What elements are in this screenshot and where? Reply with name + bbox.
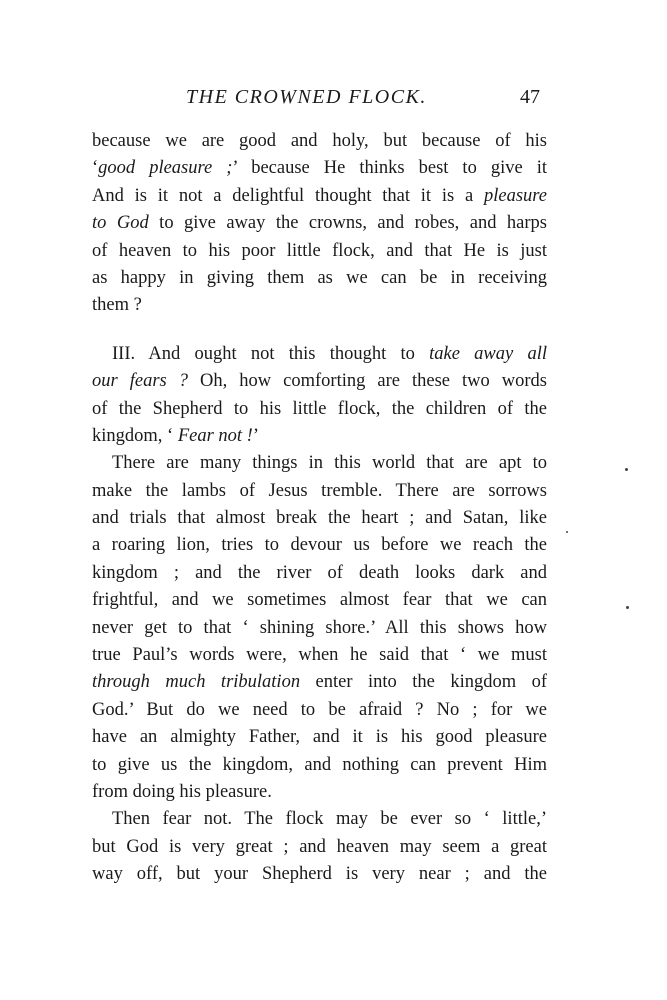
text-run: true Paul’s words were, when he said that ‘ we must <box>92 645 547 666</box>
text-line <box>92 724 547 751</box>
text-line <box>92 341 547 368</box>
text-line <box>92 183 547 210</box>
text-run: to give us the kingdom, and nothing can prevent Him <box>92 754 547 775</box>
text-line <box>92 210 547 237</box>
text-line <box>92 265 547 292</box>
paragraph <box>92 450 547 806</box>
italic-text-run: through much tribulation <box>92 672 301 693</box>
text-line <box>92 505 547 532</box>
text-run: ‘ <box>92 158 99 179</box>
text-run: of heaven to his poor little flock, and that He is just <box>92 240 547 261</box>
text-run: to give away the crowns, and robes, and harps <box>148 213 548 234</box>
text-line <box>92 238 547 265</box>
paragraph <box>92 806 547 888</box>
text-run: God.’ But do we need to be afraid ? No ; for we <box>92 699 547 720</box>
text-run: kingdom ; and the river of death looks dark and <box>92 562 547 583</box>
italic-text-run: pleasure <box>483 185 547 206</box>
paragraph <box>92 341 547 451</box>
text-line <box>92 478 547 505</box>
text-line <box>92 834 547 861</box>
text-run: ’ <box>252 425 260 446</box>
italic-text-run: Fear not ! <box>177 425 253 446</box>
italic-text-run: to God <box>92 213 149 234</box>
text-line <box>92 779 547 806</box>
text-line <box>92 560 547 587</box>
text-run: And is it not a delightful thought that it is a <box>92 185 484 206</box>
text-line <box>92 587 547 614</box>
italic-text-run: our fears ? <box>92 371 188 392</box>
paragraph-gap <box>92 320 547 341</box>
text-run: but God is very great ; and heaven may seem a great <box>92 836 547 857</box>
text-line <box>92 423 547 450</box>
text-run: from doing his pleasure. <box>92 781 272 802</box>
scan-speck <box>625 468 628 471</box>
scan-speck <box>566 531 568 533</box>
text-line <box>92 368 547 395</box>
text-run: as happy in giving them as we can be in receiving <box>92 267 547 288</box>
running-title: THE CROWNED FLOCK. <box>186 86 427 108</box>
text-run: have an almighty Father, and it is his good pleasure <box>92 727 547 748</box>
body-text <box>92 128 547 889</box>
paragraph <box>92 128 547 320</box>
text-run: because we are good and holy, but because of his <box>92 131 547 151</box>
text-line <box>92 669 547 696</box>
text-run: way off, but your Shepherd is very near ; and the <box>92 864 547 885</box>
text-line <box>92 155 547 182</box>
text-run: never get to that ‘ shining shore.’ All this shows how <box>92 617 547 638</box>
text-run: a roaring lion, tries to devour us before we reach the <box>92 535 547 556</box>
text-run: III. And ought not this thought to <box>112 343 430 364</box>
text-run: enter into the kingdom of <box>300 672 547 693</box>
italic-text-run: good pleasure ; <box>98 158 233 179</box>
text-line <box>92 861 547 888</box>
text-run: There are many things in this world that are apt to <box>112 453 547 474</box>
text-line <box>92 752 547 779</box>
text-run: Then fear not. The flock may be ever so ‘ little,’ <box>112 809 547 830</box>
italic-text-run: take away all <box>429 343 547 364</box>
text-run: and trials that almost break the heart ; and Satan, like <box>92 508 547 529</box>
text-line <box>92 615 547 642</box>
text-run: make the lambs of Jesus tremble. There are sorrows <box>92 480 547 501</box>
page-number: 47 <box>520 86 540 108</box>
text-run: kingdom, ‘ <box>92 425 178 446</box>
text-line <box>92 292 547 319</box>
text-line <box>92 532 547 559</box>
text-line <box>92 806 547 833</box>
text-run: them ? <box>92 295 142 316</box>
text-line <box>92 697 547 724</box>
text-run: Oh, how comforting are these two words <box>188 371 547 392</box>
text-run: of the Shepherd to his little flock, the children of the <box>92 398 547 419</box>
text-line <box>92 642 547 669</box>
text-line <box>92 128 547 155</box>
text-line <box>92 450 547 477</box>
running-head <box>0 86 667 116</box>
text-run: frightful, and we sometimes almost fear that we can <box>92 590 547 611</box>
scan-speck <box>626 606 629 609</box>
text-line <box>92 396 547 423</box>
text-run: ’ because He thinks best to give it <box>232 158 547 179</box>
